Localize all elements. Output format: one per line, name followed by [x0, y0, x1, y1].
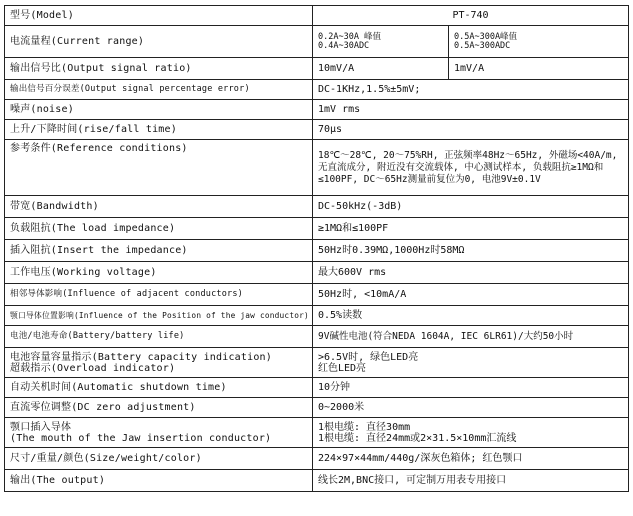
table-row: [5, 262, 629, 284]
current-range-right-line: 0.5A~300A峰值: [454, 31, 518, 42]
ratio-left: 10mV/A: [313, 58, 449, 80]
row-value: 18℃～28℃, 20～75%RH, 正弦频率48Hz～65Hz, 外磁场<40A/m, 无直流成分, 附近没有交流载体, 中心测试样本, 负载阻抗≥1MΩ和≤100PF, DC～65Hz测量前复位为0, 电池9V±0.1V: [313, 140, 629, 196]
row-label-line: 颚口插入导体: [10, 421, 72, 433]
ratio-right: 1mV/A: [449, 58, 629, 80]
table-row: [5, 326, 629, 348]
table-row: [5, 120, 629, 140]
row-label: 参考条件(Reference conditions): [5, 140, 313, 196]
table-row: [5, 100, 629, 120]
table-row: [5, 418, 629, 448]
row-label-line: (The mouth of the Jaw insertion conductor): [10, 432, 272, 444]
row-value-line: 1根电缆: 直径30mm: [318, 421, 411, 433]
row-label: 噪声(noise): [5, 100, 313, 120]
model-label: 型号(Model): [5, 6, 313, 26]
table-row: [5, 448, 629, 470]
table-row: [5, 284, 629, 306]
row-label: 工作电压(Working voltage): [5, 262, 313, 284]
current-range-right-line: 0.5A~300ADC: [454, 40, 511, 51]
row-value: [313, 418, 629, 448]
table-row: [5, 470, 629, 492]
row-value: 50Hz时, <10mA/A: [313, 284, 629, 306]
row-label: [5, 348, 313, 378]
ratio-label: 输出信号比(Output signal ratio): [5, 58, 313, 80]
row-value-line: 1根电缆: 直径24mm或2×31.5×10mm汇流线: [318, 432, 517, 444]
table-row: [5, 26, 629, 58]
row-label: 电池/电池寿命(Battery/battery life): [5, 326, 313, 348]
table-row: [5, 196, 629, 218]
row-label: 负载阻抗(The load impedance): [5, 218, 313, 240]
model-value: PT-740: [313, 6, 629, 26]
table-row: [5, 240, 629, 262]
row-value: DC-50kHz(-3dB): [313, 196, 629, 218]
current-range-right: [449, 26, 629, 58]
row-value: 最大600V rms: [313, 262, 629, 284]
row-label-line: 电池容量容量指示(Battery capacity indication): [10, 351, 272, 363]
row-value: ≥1MΩ和≤100PF: [313, 218, 629, 240]
row-label: 自动关机时间(Automatic shutdown time): [5, 378, 313, 398]
row-value-line: >6.5V时, 绿色LED亮: [318, 351, 419, 363]
row-value: DC-1KHz,1.5%±5mV;: [313, 80, 629, 100]
row-value: 224×97×44mm/440g/深灰色箱体; 红色颚口: [313, 448, 629, 470]
table-row: [5, 58, 629, 80]
row-label: 输出信号百分误差(Output signal percentage error): [5, 80, 313, 100]
table-row: [5, 6, 629, 26]
row-value: 0.5%读数: [313, 306, 629, 326]
row-value: 9V碱性电池(符合NEDA 1604A, IEC 6LR61)/大约50小时: [313, 326, 629, 348]
table-row: [5, 378, 629, 398]
table-row: [5, 348, 629, 378]
row-value: 50Hz时0.39MΩ,1000Hz时58MΩ: [313, 240, 629, 262]
row-value: 0~2000米: [313, 398, 629, 418]
current-range-left: [313, 26, 449, 58]
table-row: [5, 306, 629, 326]
row-label: 带宽(Bandwidth): [5, 196, 313, 218]
table-row: [5, 80, 629, 100]
row-label: 尺寸/重量/颜色(Size/weight/color): [5, 448, 313, 470]
table-row: [5, 140, 629, 196]
row-value: 1mV rms: [313, 100, 629, 120]
row-label: 颚口导体位置影响(Influence of the Position of the jaw conductor): [5, 306, 313, 326]
row-label: 插入阻抗(Insert the impedance): [5, 240, 313, 262]
row-value-line: 红色LED亮: [318, 362, 367, 374]
row-value: 70μs: [313, 120, 629, 140]
row-label: 输出(The output): [5, 470, 313, 492]
row-label: [5, 418, 313, 448]
row-value: [313, 348, 629, 378]
current-range-left-line: 0.4A~30ADC: [318, 40, 370, 51]
spec-table: [4, 5, 629, 492]
row-label: 上升/下降时间(rise/fall time): [5, 120, 313, 140]
current-range-label: 电流量程(Current range): [5, 26, 313, 58]
row-value: 10分钟: [313, 378, 629, 398]
table-row: [5, 398, 629, 418]
row-label: 直流零位调整(DC zero adjustment): [5, 398, 313, 418]
table-row: [5, 218, 629, 240]
row-label-line: 超载指示(Overload indicator): [10, 362, 176, 374]
row-label: 相邻导体影响(Influence of adjacent conductors): [5, 284, 313, 306]
current-range-left-line: 0.2A~30A 峰值: [318, 31, 382, 42]
row-value: 线长2M,BNC接口, 可定制万用表专用接口: [313, 470, 629, 492]
